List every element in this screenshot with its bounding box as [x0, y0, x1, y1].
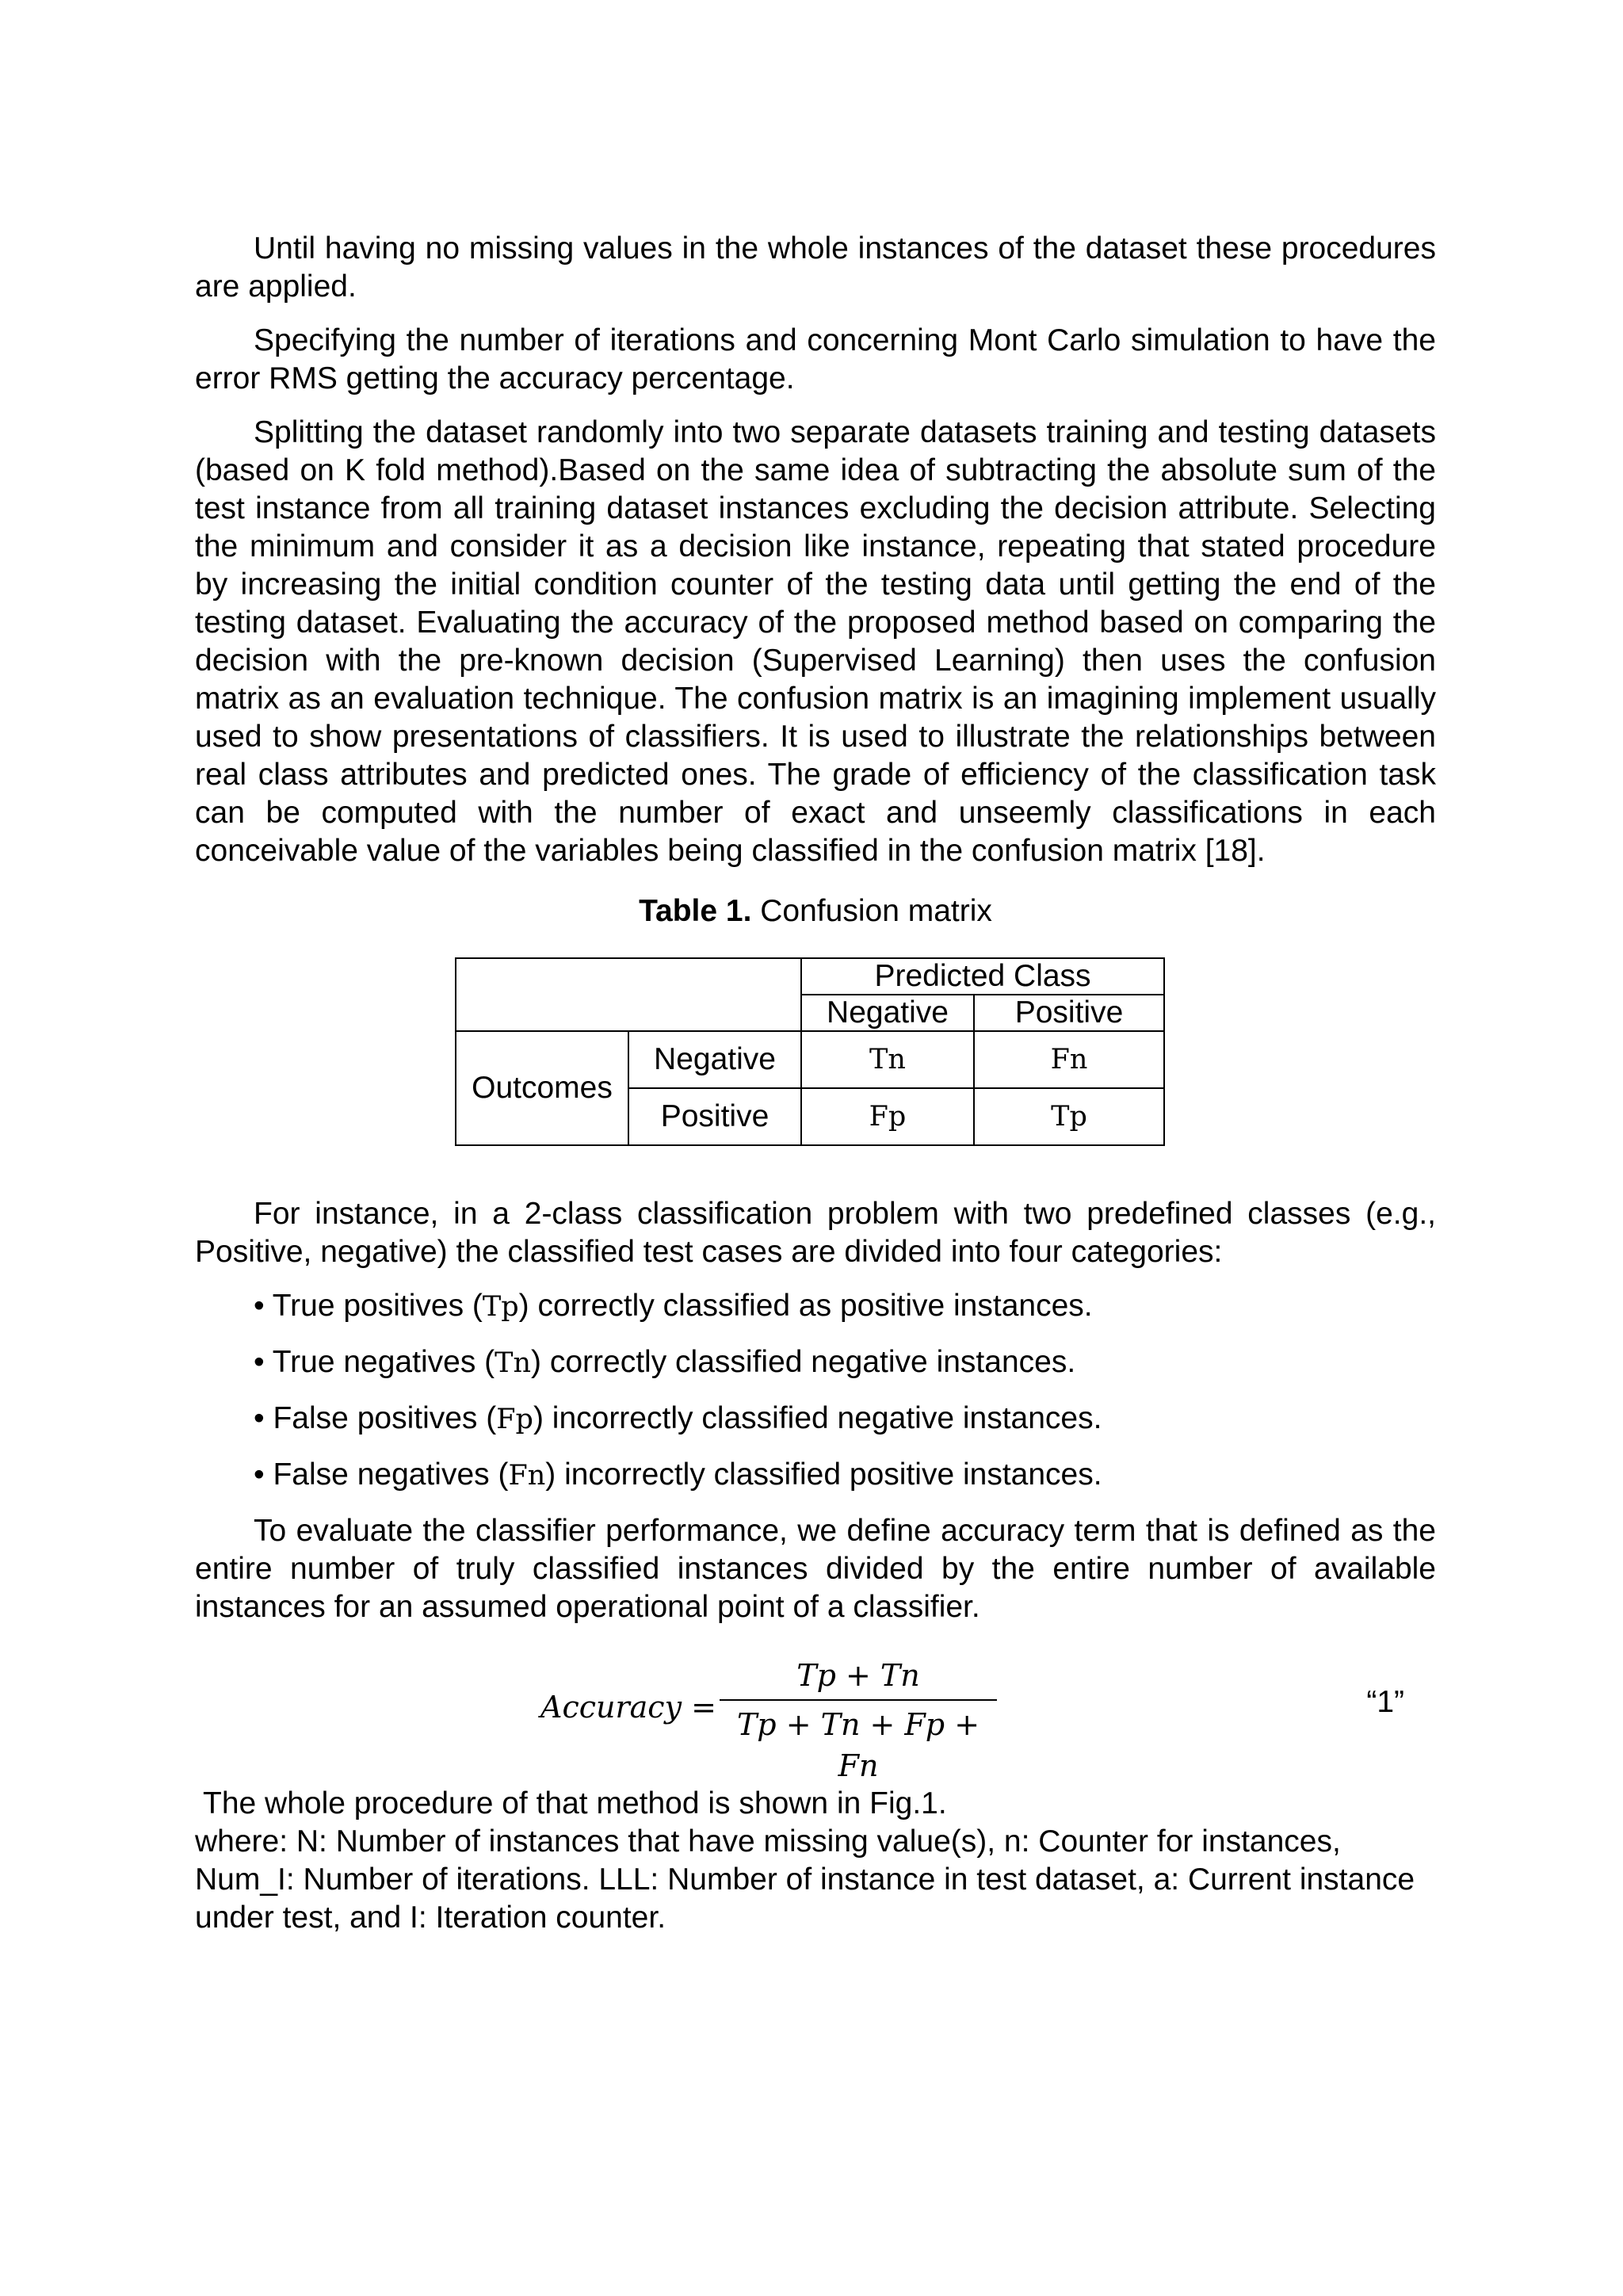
- list-item: • False positives (Fp) incorrectly classified negative instances.: [254, 1401, 1102, 1435]
- paragraph-procedure-figure: The whole procedure of that method is shown in Fig.1.: [203, 1786, 947, 1820]
- symbol-tp: Tp: [482, 1291, 519, 1323]
- column-header-positive: Positive: [974, 995, 1164, 1031]
- equation-lhs: Accuracy =: [540, 1690, 716, 1725]
- paragraph-iterations: Specifying the number of iterations and concerning Mont Carlo simulation to have the error RMS getting the accuracy percentage.: [195, 323, 1436, 395]
- cell-fn: Fn: [974, 1031, 1164, 1088]
- column-header-negative: Negative: [801, 995, 974, 1031]
- paragraph-missing-values: Until having no missing values in the whole instances of the dataset these procedures are applied.: [195, 231, 1436, 304]
- table-caption: [195, 892, 1436, 930]
- empty-corner-cell: [456, 958, 801, 1031]
- equation-fraction: [720, 1655, 997, 1783]
- equation-number: “1”: [1366, 1685, 1404, 1719]
- paragraph-evaluate-classifier: To evaluate the classifier performance, we define accuracy term that is defined as the entire number of truly classified instances divided by the entire number of available instances for an assumed operational point of a classifier.: [195, 1514, 1436, 1624]
- fraction-bar: [720, 1699, 997, 1701]
- list-item: • False negatives (Fn) incorrectly classified positive instances.: [254, 1457, 1102, 1492]
- equation-numerator: Tp + Tn: [796, 1658, 920, 1693]
- row-header-negative: Negative: [628, 1031, 801, 1088]
- accuracy-equation: [195, 1655, 1436, 1783]
- symbol-tn: Tn: [495, 1347, 532, 1379]
- category-list: [195, 1287, 1436, 1495]
- table-caption-label: Table 1.: [639, 894, 752, 928]
- confusion-matrix-table: [455, 957, 1165, 1146]
- cell-tp: Tp: [974, 1088, 1164, 1145]
- paragraph-two-class-problem: For instance, in a 2-class classification problem with two predefined classes (e.g., Positive, negative) the classified test cases are divided into four categories:: [195, 1197, 1436, 1269]
- list-item: • True positives (Tp) correctly classified as positive instances.: [254, 1289, 1093, 1323]
- paragraph-splitting-dataset: Splitting the dataset randomly into two separate datasets training and testing datasets (based on K fold method).Based on the same idea of subtracting the absolute sum of the test instance from all training dataset instances excluding the decision attribute. Selecting the minimum and consider it as a decision like instance, repeating that stated procedure by increasing the initial condition counter of the testing data until getting the end of the testing dataset. Evaluating the accuracy of the proposed method based on comparing the decision with the pre-known decision (Supervised Learning) then uses the confusion matrix as an evaluation technique. The confusion matrix is an imagining implement usually used to show presentations of classifiers. It is used to illustrate the relationships between real class attributes and predicted ones. The grade of efficiency of the classification task can be computed with the number of exact and unseemly classifications in each conceivable value of the variables being classified in the confusion matrix [18].: [195, 415, 1436, 868]
- symbol-fp: Fp: [496, 1404, 533, 1435]
- row-header-positive: Positive: [628, 1088, 801, 1145]
- paper-page: [195, 230, 1436, 1937]
- equation-denominator: Tp + Tn + Fp + Fn: [736, 1707, 980, 1783]
- cell-tn: Tn: [801, 1031, 974, 1088]
- table-caption-text: Confusion matrix: [760, 894, 992, 928]
- predicted-class-header: Predicted Class: [801, 958, 1164, 995]
- list-item: • True negatives (Tn) correctly classified negative instances.: [254, 1345, 1076, 1379]
- paragraph-variable-definitions: where: N: Number of instances that have missing value(s), n: Counter for instances, Num_I: Number of iterations. LLL: Number of instance in test dataset, a: Current instance under test, and I: Iteration counter.: [195, 1824, 1415, 1935]
- symbol-fn: Fn: [508, 1460, 546, 1492]
- cell-fp: Fp: [801, 1088, 974, 1145]
- outcomes-label: Outcomes: [456, 1031, 628, 1145]
